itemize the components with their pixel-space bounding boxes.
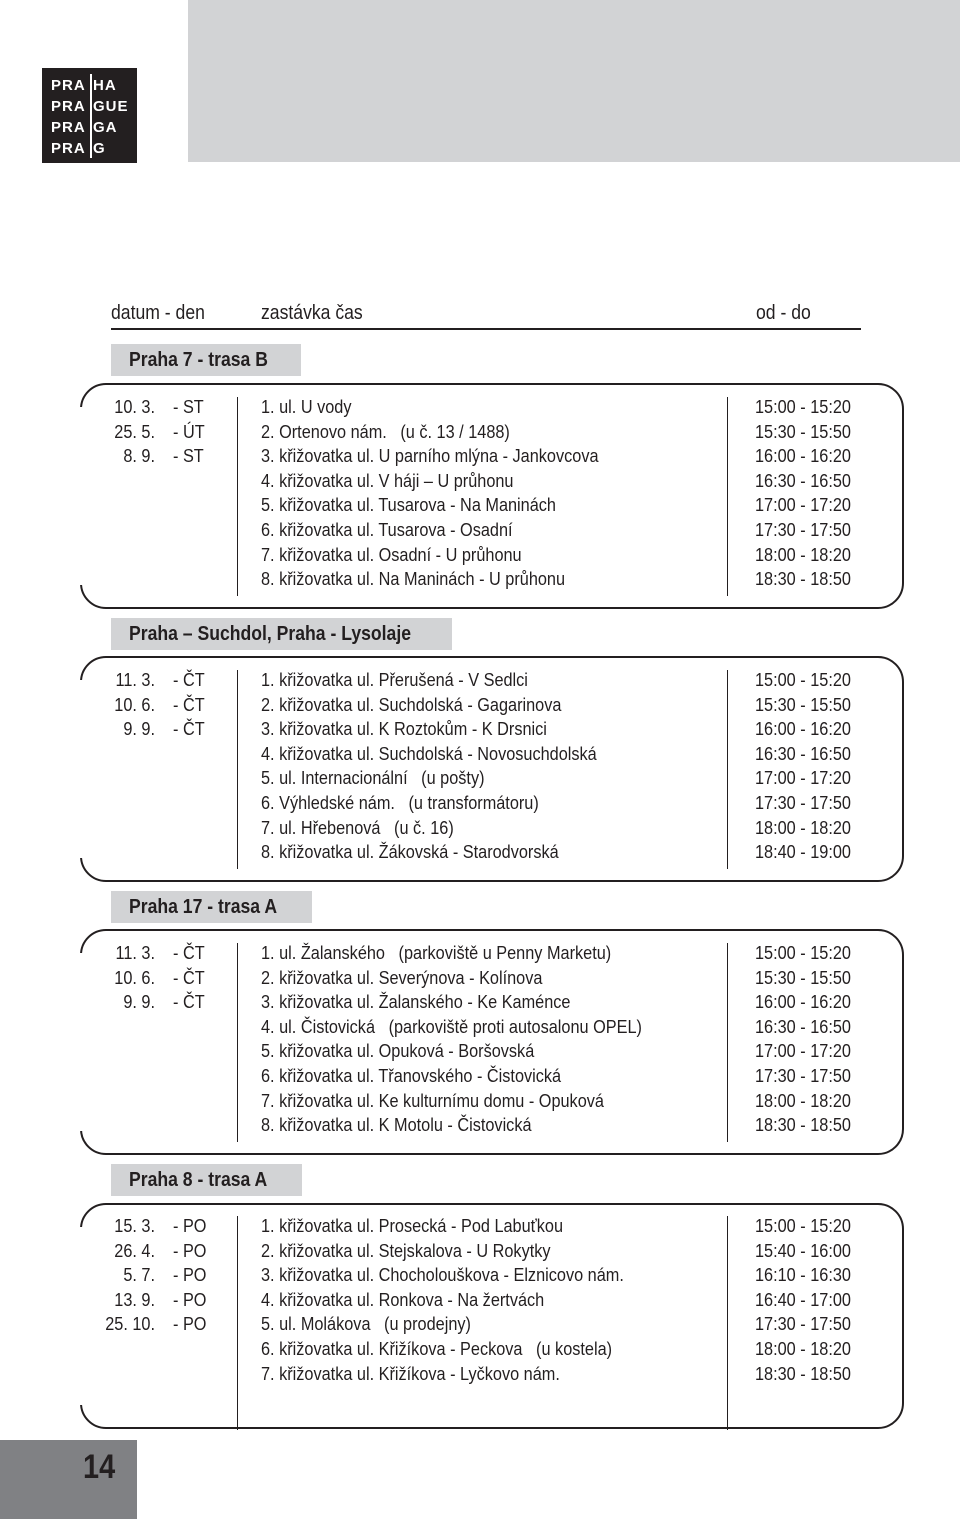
time-cell: 18:00 - 18:20: [755, 816, 851, 838]
time-cell: 15:00 - 15:20: [755, 396, 851, 417]
time-cell: 17:00 - 17:20: [755, 767, 851, 789]
stop-cell: 6. křižovatka ul. Tusarova - Osadní: [261, 519, 513, 540]
date-cell: 13. 9.: [114, 1288, 155, 1310]
stop-cell: 7. křižovatka ul. Křižíkova - Lyčkovo nám.: [261, 1362, 560, 1384]
stop-cell: 4. křižovatka ul. V háji – U průhonu: [261, 469, 514, 491]
day-cell: - PO: [173, 1239, 207, 1261]
day-cell: - PO: [173, 1264, 207, 1286]
time-cell: 18:00 - 18:20: [755, 543, 851, 565]
time-cell: 18:30 - 18:50: [755, 1114, 851, 1136]
section-title: [111, 1164, 302, 1196]
date-cell: 10. 3.: [114, 396, 155, 417]
date-cell: 11. 3.: [115, 669, 155, 690]
column-divider-left: [237, 943, 238, 1142]
column-divider-left: [237, 670, 238, 869]
time-cell: 18:00 - 18:20: [755, 1338, 851, 1359]
stop-cell: 3. křižovatka ul. Žalanského - Ke Kaménce: [261, 991, 571, 1013]
stop-cell: 8. křižovatka ul. Na Maninách - U průhonu: [261, 568, 566, 590]
time-cell: 18:40 - 19:00: [755, 841, 851, 863]
time-cell: 17:30 - 17:50: [755, 792, 851, 813]
section-title: [111, 891, 312, 923]
day-cell: - ST: [173, 445, 204, 467]
stop-cell: 7. křižovatka ul. Osadní - U průhonu: [261, 543, 522, 565]
date-cell: 10. 6.: [114, 966, 155, 988]
stop-cell: 5. křižovatka ul. Tusarova - Na Maninách: [261, 494, 556, 516]
time-cell: 17:00 - 17:20: [755, 494, 851, 516]
date-cell: 9. 9.: [123, 991, 155, 1013]
day-cell: - PO: [173, 1215, 207, 1236]
header-stop-time: zastávka čas: [261, 302, 363, 324]
time-cell: 17:00 - 17:20: [755, 1040, 851, 1062]
time-cell: 15:30 - 15:50: [755, 420, 851, 442]
stop-cell: 1. ul. Žalanského (parkoviště u Penny Marketu): [261, 942, 612, 963]
stop-cell: 4. křižovatka ul. Suchdolská - Novosuchdolská: [261, 742, 597, 764]
logo-text-left: PRA: [51, 77, 86, 94]
time-cell: 16:10 - 16:30: [755, 1264, 851, 1286]
date-cell: 8. 9.: [123, 445, 155, 467]
logo-text-right: G: [93, 140, 106, 157]
date-cell: 15. 3.: [114, 1215, 155, 1236]
stop-cell: 3. křižovatka ul. K Roztokům - K Drsnici: [261, 718, 547, 740]
stop-cell: 1. křižovatka ul. Přerušená - V Sedlci: [261, 669, 528, 690]
time-cell: 16:30 - 16:50: [755, 469, 851, 491]
time-cell: 16:00 - 16:20: [755, 718, 851, 740]
column-divider-right: [727, 1216, 728, 1430]
column-divider-right: [727, 943, 728, 1142]
stop-cell: 7. křižovatka ul. Ke kulturnímu domu - Opuková: [261, 1089, 604, 1111]
logo-text-right: GUE: [93, 98, 129, 115]
section-title: [111, 618, 452, 650]
praha-logo: [42, 68, 137, 163]
stop-cell: 5. křižovatka ul. Opuková - Boršovská: [261, 1040, 535, 1062]
time-cell: 15:40 - 16:00: [755, 1239, 851, 1261]
logo-text-left: PRA: [51, 98, 86, 115]
time-cell: 15:30 - 15:50: [755, 693, 851, 715]
date-cell: 5. 7.: [123, 1264, 155, 1286]
section-title-text: Praha 17 - trasa A: [129, 896, 278, 918]
header-from-to: od - do: [756, 302, 811, 324]
time-cell: 18:30 - 18:50: [755, 1362, 851, 1384]
time-cell: 16:00 - 16:20: [755, 445, 851, 467]
logo-text-left: PRA: [51, 119, 86, 136]
section-title-text: Praha 8 - trasa A: [129, 1169, 268, 1191]
top-gray-band: [188, 0, 960, 162]
time-cell: 15:00 - 15:20: [755, 1215, 851, 1236]
time-cell: 17:30 - 17:50: [755, 519, 851, 540]
time-cell: 18:30 - 18:50: [755, 568, 851, 590]
time-cell: 16:40 - 17:00: [755, 1288, 851, 1310]
section-title-text: Praha – Suchdol, Praha - Lysolaje: [129, 623, 412, 645]
date-cell: 9. 9.: [123, 718, 155, 740]
time-cell: 17:30 - 17:50: [755, 1065, 851, 1086]
day-cell: - ČT: [173, 718, 205, 740]
section-title-text: Praha 7 - trasa B: [129, 349, 268, 371]
day-cell: - ST: [173, 396, 204, 417]
stop-cell: 8. křižovatka ul. K Motolu - Čistovická: [261, 1114, 532, 1136]
time-cell: 16:30 - 16:50: [755, 742, 851, 764]
day-cell: - ČT: [173, 693, 205, 715]
time-cell: 16:00 - 16:20: [755, 991, 851, 1013]
day-cell: - PO: [173, 1288, 207, 1310]
time-cell: 16:30 - 16:50: [755, 1015, 851, 1037]
stop-cell: 6. křižovatka ul. Křižíkova - Peckova (u kostela): [261, 1338, 613, 1359]
column-divider-right: [727, 397, 728, 596]
logo-text-left: PRA: [51, 140, 86, 157]
date-cell: 11. 3.: [115, 942, 155, 963]
table-header: [111, 296, 861, 330]
stop-cell: 6. Výhledské nám. (u transformátoru): [261, 792, 539, 813]
stop-cell: 1. ul. U vody: [261, 396, 352, 417]
stop-cell: 6. křižovatka ul. Třanovského - Čistovická: [261, 1065, 562, 1086]
date-cell: 25. 10.: [105, 1313, 155, 1335]
date-cell: 10. 6.: [114, 693, 155, 715]
column-divider-left: [237, 1216, 238, 1430]
day-cell: - ČT: [173, 991, 205, 1013]
header-date-day: datum - den: [111, 302, 205, 324]
time-cell: 18:00 - 18:20: [755, 1089, 851, 1111]
stop-cell: 1. křižovatka ul. Prosecká - Pod Labuťkou: [261, 1215, 564, 1236]
day-cell: - PO: [173, 1313, 207, 1335]
stop-cell: 2. křižovatka ul. Stejskalova - U Rokytky: [261, 1239, 551, 1261]
section-title: [111, 344, 301, 376]
time-cell: 17:30 - 17:50: [755, 1313, 851, 1335]
logo-divider: [90, 74, 92, 158]
page-number: 14: [83, 1448, 116, 1486]
day-cell: - ÚT: [173, 420, 205, 442]
stop-cell: 4. ul. Čistovická (parkoviště proti autosalonu OPEL): [261, 1015, 642, 1037]
time-cell: 15:00 - 15:20: [755, 942, 851, 963]
stop-cell: 7. ul. Hřebenová (u č. 16): [261, 816, 454, 838]
stop-cell: 2. křižovatka ul. Severýnova - Kolínova: [261, 966, 543, 988]
stop-cell: 8. křižovatka ul. Žákovská - Starodvorská: [261, 841, 559, 863]
day-cell: - ČT: [173, 669, 205, 690]
stop-cell: 5. ul. Internacionální (u pošty): [261, 767, 485, 789]
time-cell: 15:30 - 15:50: [755, 966, 851, 988]
day-cell: - ČT: [173, 942, 205, 963]
day-cell: - ČT: [173, 966, 205, 988]
logo-text-right: HA: [93, 77, 117, 94]
logo-text-right: GA: [93, 119, 118, 136]
date-cell: 25. 5.: [114, 420, 155, 442]
stop-cell: 5. ul. Molákova (u prodejny): [261, 1313, 471, 1335]
stop-cell: 2. křižovatka ul. Suchdolská - Gagarinova: [261, 693, 562, 715]
stop-cell: 2. Ortenovo nám. (u č. 13 / 1488): [261, 420, 510, 442]
column-divider-right: [727, 670, 728, 869]
stop-cell: 3. křižovatka ul. Chocholouškova - Elznicovo nám.: [261, 1264, 624, 1286]
column-divider-left: [237, 397, 238, 596]
date-cell: 26. 4.: [114, 1239, 155, 1261]
page-tab: [0, 1440, 137, 1519]
stop-cell: 3. křižovatka ul. U parního mlýna - Jankovcova: [261, 445, 599, 467]
stop-cell: 4. křižovatka ul. Ronkova - Na žertvách: [261, 1288, 545, 1310]
time-cell: 15:00 - 15:20: [755, 669, 851, 690]
